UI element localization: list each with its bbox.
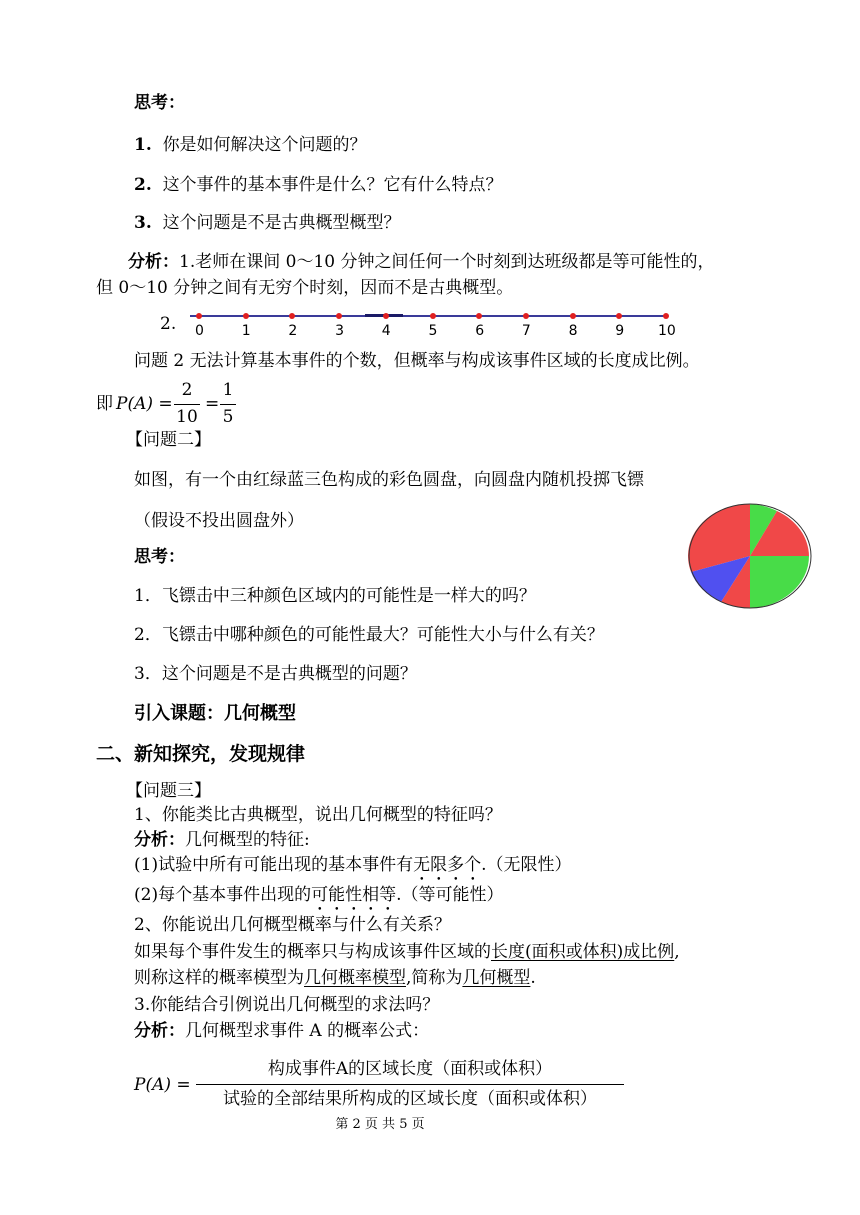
problem3-q1: 1、你能类比古典概型，说出几何概型的特征吗？ — [134, 805, 502, 825]
number-line — [190, 305, 680, 345]
think1-item-2: 2. 这个事件的基本事件是什么？它有什么特点？ — [134, 175, 503, 195]
number-line-label: 2. — [160, 314, 177, 334]
feature-2: (2)每个基本事件出现的可能性相等.（等可能性） — [134, 885, 504, 905]
number-line-tick-label: 2 — [288, 323, 298, 339]
number-line-dot — [523, 313, 529, 319]
problem2-heading: 【问题二】 — [126, 430, 211, 450]
color-disk — [688, 503, 812, 609]
number-line-dot — [663, 313, 669, 319]
intro-topic: 引入课题：几何概型 — [134, 703, 296, 724]
problem3-analysis2: 分析：几何概型求事件 A 的概率公式： — [134, 1021, 430, 1041]
think2-item-3: 3．这个问题是不是古典概型的问题？ — [134, 664, 417, 684]
number-line-dot — [336, 313, 342, 319]
frac1-num: 2 — [181, 380, 193, 400]
number-line-dot — [196, 313, 202, 319]
formula2-lhs: P(A) = — [134, 1075, 191, 1095]
analysis1-line2: 但 0～10 分钟之间有无穷个时刻，因而不是古典概型。 — [96, 278, 514, 298]
number-line-dot — [570, 313, 576, 319]
analysis1-line1: 分析：1.老师在课间 0～10 分钟之间任何一个时刻到达班级都是等可能性的， — [128, 252, 715, 272]
number-line-tick-label: 3 — [335, 323, 345, 339]
think1-item-3: 3. 这个问题是不是古典概型概型？ — [134, 213, 401, 233]
number-line-tick-label: 0 — [195, 323, 204, 339]
number-line-tick-label: 4 — [381, 323, 391, 339]
section2-title: 二、新知探究，发现规律 — [96, 743, 306, 765]
formula1-eq: = — [205, 394, 220, 414]
number-line-tick-label: 9 — [615, 323, 625, 339]
frac2-den: 5 — [222, 407, 234, 427]
formula1-lhs: P(A) = — [116, 394, 173, 414]
frac1-bar — [174, 404, 200, 405]
number-line-tick-label: 5 — [428, 323, 438, 339]
think1-item-1: 1. 你是如何解决这个问题的？ — [134, 135, 367, 155]
problem3-heading: 【问题三】 — [126, 781, 211, 801]
formula1-prefix: 即 — [96, 394, 113, 414]
number-line-dot — [430, 313, 436, 319]
number-line-tick-label: 6 — [475, 323, 485, 339]
think-heading-1: 思考： — [134, 93, 185, 113]
number-line-tick-label: 8 — [568, 323, 578, 339]
formula2-numerator: 构成事件A的区域长度（面积或体积） — [267, 1059, 553, 1079]
frac2-bar — [220, 404, 236, 405]
formula2-denominator: 试验的全部结果所构成的区域长度（面积或体积） — [223, 1089, 597, 1109]
number-line-tick-label: 7 — [521, 323, 531, 339]
definition-line2: 则称这样的概率模型为几何概率模型,简称为几何概型. — [134, 968, 536, 988]
analysis1-line3: 问题 2 无法计算基本事件的个数，但概率与构成该事件区域的长度成比例。 — [134, 351, 700, 371]
problem2-line1: 如图，有一个由红绿蓝三色构成的彩色圆盘，向圆盘内随机投掷飞镖 — [134, 470, 644, 490]
frac2-num: 1 — [222, 380, 234, 400]
definition-line1: 如果每个事件发生的概率只与构成该事件区域的长度(面积或体积)成比例, — [134, 942, 680, 962]
problem3-analysis: 分析：几何概型的特征: — [134, 830, 310, 850]
number-line-dot — [616, 313, 622, 319]
number-line-dot — [476, 313, 482, 319]
number-line-tick-label: 10 — [658, 323, 676, 339]
disk-green-lower — [750, 556, 809, 608]
formula2-bar — [196, 1084, 624, 1085]
number-line-dot — [243, 313, 249, 319]
think-heading-2: 思考： — [134, 547, 185, 567]
think2-item-2: 2．飞镖击中哪种颜色的可能性最大？可能性大小与什么有关？ — [134, 625, 604, 645]
page-footer: 第 2 页 共 5 页 — [335, 1117, 425, 1132]
problem3-q2: 2、你能说出几何概型概率与什么有关系？ — [134, 915, 451, 935]
number-line-dot — [383, 313, 389, 319]
number-line-dot — [289, 313, 295, 319]
frac1-den: 10 — [176, 407, 198, 427]
number-line-tick-label: 1 — [241, 323, 251, 339]
feature-1: (1)试验中所有可能出现的基本事件有无限多个.（无限性） — [134, 855, 572, 875]
think2-item-1: 1．飞镖击中三种颜色区域内的可能性是一样大的吗？ — [134, 586, 536, 606]
problem3-q3: 3.你能结合引例说出几何概型的求法吗？ — [134, 995, 440, 1015]
problem2-line2: （假设不投出圆盘外） — [134, 511, 304, 531]
